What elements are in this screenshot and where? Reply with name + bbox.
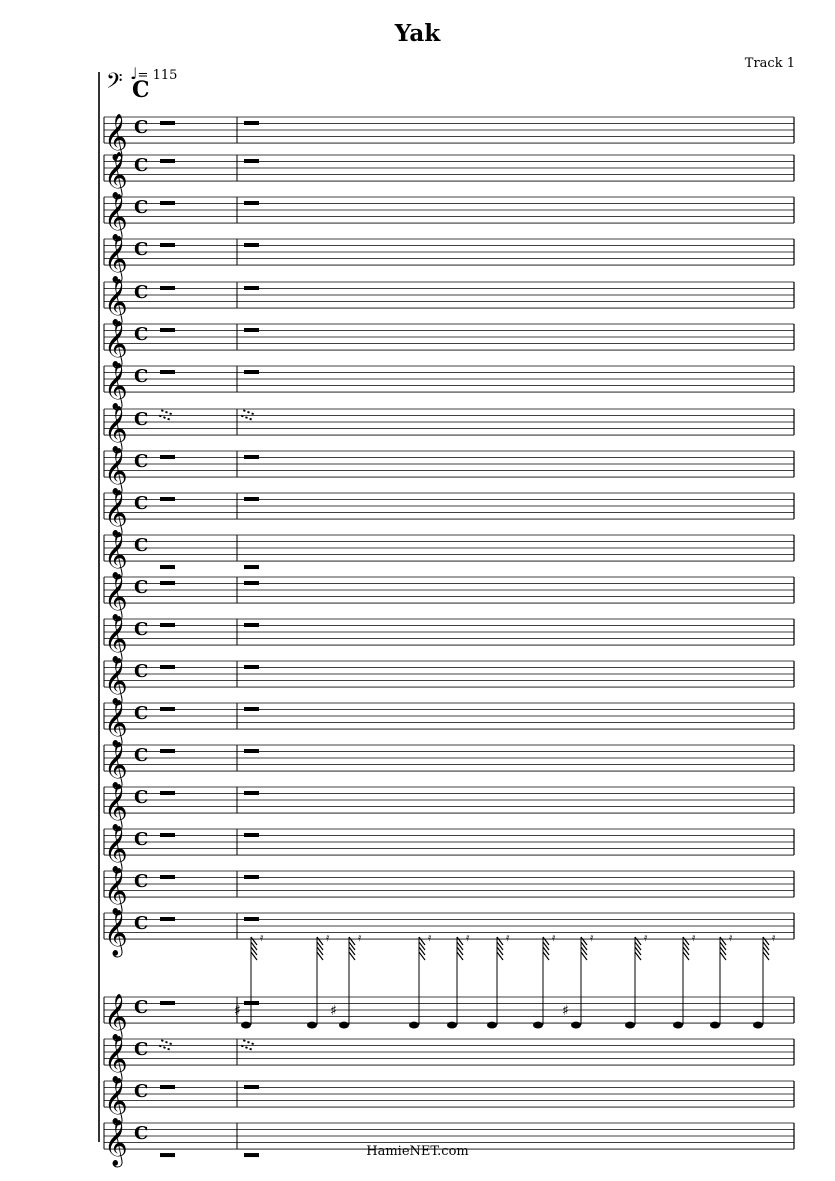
- half-rest-icon: [160, 833, 175, 837]
- treble-clef-icon: 𝄞: [104, 152, 128, 199]
- half-rest-icon: [244, 159, 259, 163]
- time-signature: C: [134, 1039, 149, 1060]
- treble-clef-icon: 𝄞: [104, 321, 128, 368]
- time-signature: C: [134, 577, 149, 598]
- time-signature: C: [134, 239, 149, 260]
- half-rest-icon: [244, 201, 259, 205]
- time-signature: C: [134, 619, 149, 640]
- time-signature: C: [134, 197, 149, 218]
- half-rest-icon: [244, 121, 259, 125]
- half-rest-icon: [160, 581, 175, 585]
- time-signature: C: [134, 155, 149, 176]
- note-head: [307, 1022, 317, 1029]
- rest-icon: 𝄿: [358, 931, 362, 944]
- quarter-note-icon: ♩: [130, 64, 138, 83]
- treble-clef-icon: 𝄞: [104, 616, 128, 663]
- note-head: [533, 1022, 543, 1029]
- half-rest-icon: [244, 875, 259, 879]
- half-rest-icon: [244, 370, 259, 374]
- time-signature: C: [134, 703, 149, 724]
- sharp-icon: ♯: [562, 1003, 569, 1020]
- treble-clef-icon: 𝄞: [104, 784, 128, 831]
- time-signature: C: [134, 366, 149, 387]
- time-signature: C: [134, 493, 149, 514]
- time-signature: C: [134, 913, 149, 934]
- half-rest-icon: [244, 286, 259, 290]
- half-rest-icon: [160, 201, 175, 205]
- footer-credit: HamieNET.com: [366, 1144, 469, 1159]
- half-rest-icon: [160, 328, 175, 332]
- treble-clef-icon: 𝄞: [104, 742, 128, 789]
- treble-clef-icon: 𝄞: [104, 910, 128, 957]
- time-signature: C: [134, 661, 149, 682]
- half-rest-icon: [244, 455, 259, 459]
- tempo-value: = 115: [137, 68, 178, 83]
- note-head: [409, 1022, 419, 1029]
- treble-clef-icon: 𝄞: [104, 363, 128, 410]
- note-head: [447, 1022, 457, 1029]
- half-rest-icon: [160, 565, 175, 569]
- half-rest-icon: [244, 1085, 259, 1089]
- time-signature: C: [134, 535, 149, 556]
- treble-clef-icon: 𝄞: [104, 406, 128, 453]
- rest-icon: 𝄿: [729, 931, 733, 944]
- half-rest-icon: [160, 623, 175, 627]
- half-rest-icon: [160, 455, 175, 459]
- rest-icon: 𝄿: [644, 931, 648, 944]
- treble-clef-icon: 𝄞: [104, 114, 128, 161]
- note-head: [339, 1022, 349, 1029]
- note-head: [625, 1022, 635, 1029]
- time-signature: C: [132, 77, 150, 103]
- page-title: Yak: [394, 20, 441, 47]
- time-signature: C: [134, 117, 149, 138]
- treble-clef-icon: 𝄞: [104, 700, 128, 747]
- time-signature: C: [134, 451, 149, 472]
- treble-clef-icon: 𝄞: [104, 236, 128, 283]
- rest-icon: 𝄿: [326, 931, 330, 944]
- half-rest-icon: [244, 497, 259, 501]
- half-rest-icon: [244, 581, 259, 585]
- rest-icon: ⁝⁝: [154, 1036, 179, 1055]
- time-signature: C: [134, 409, 149, 430]
- treble-clef-icon: 𝄞: [104, 532, 128, 579]
- half-rest-icon: [244, 833, 259, 837]
- half-rest-icon: [244, 749, 259, 753]
- time-signature: C: [134, 787, 149, 808]
- rest-icon: 𝄿: [772, 931, 776, 944]
- time-signature: C: [134, 324, 149, 345]
- note-head: [753, 1022, 763, 1029]
- rest-icon: ⁝⁝: [236, 406, 261, 425]
- time-signature: C: [134, 997, 149, 1018]
- treble-clef-icon: 𝄞: [104, 1078, 128, 1125]
- rest-icon: 𝄿: [260, 931, 264, 944]
- half-rest-icon: [160, 497, 175, 501]
- half-rest-icon: [160, 286, 175, 290]
- treble-clef-icon: 𝄞: [104, 574, 128, 621]
- rest-icon: 𝄿: [428, 931, 432, 944]
- rest-icon: 𝄿: [692, 931, 696, 944]
- rest-icon: ⁝⁝: [236, 1036, 261, 1055]
- treble-clef-icon: 𝄞: [104, 1120, 128, 1167]
- half-rest-icon: [160, 707, 175, 711]
- treble-clef-icon: 𝄞: [104, 994, 128, 1041]
- note-head: [710, 1022, 720, 1029]
- treble-clef-icon: 𝄞: [104, 826, 128, 873]
- half-rest-icon: [244, 243, 259, 247]
- half-rest-icon: [160, 121, 175, 125]
- rest-icon: ⁝⁝: [154, 406, 179, 425]
- treble-clef-icon: 𝄞: [104, 658, 128, 705]
- half-rest-icon: [160, 1085, 175, 1089]
- note-head: [241, 1022, 251, 1029]
- time-signature: C: [134, 871, 149, 892]
- time-signature: C: [134, 745, 149, 766]
- treble-clef-icon: 𝄞: [104, 448, 128, 495]
- half-rest-icon: [160, 791, 175, 795]
- rest-icon: 𝄿: [466, 931, 470, 944]
- time-signature: C: [134, 282, 149, 303]
- half-rest-icon: [160, 749, 175, 753]
- half-rest-icon: [160, 875, 175, 879]
- bass-clef-icon: 𝄢: [106, 69, 123, 99]
- half-rest-icon: [244, 917, 259, 921]
- half-rest-icon: [160, 159, 175, 163]
- half-rest-icon: [244, 565, 259, 569]
- treble-clef-icon: 𝄞: [104, 279, 128, 326]
- half-rest-icon: [160, 665, 175, 669]
- sharp-icon: ♯: [234, 1003, 241, 1020]
- treble-clef-icon: 𝄞: [104, 1036, 128, 1083]
- half-rest-icon: [244, 707, 259, 711]
- half-rest-icon: [160, 243, 175, 247]
- half-rest-icon: [160, 1001, 175, 1005]
- time-signature: C: [134, 1123, 149, 1144]
- rest-icon: 𝄿: [506, 931, 510, 944]
- half-rest-icon: [160, 370, 175, 374]
- sharp-icon: ♯: [330, 1003, 337, 1020]
- rest-icon: 𝄿: [552, 931, 556, 944]
- treble-clef-icon: 𝄞: [104, 194, 128, 241]
- rest-icon: 𝄿: [590, 931, 594, 944]
- half-rest-icon: [244, 328, 259, 332]
- track-label: Track 1: [744, 56, 795, 71]
- treble-clef-icon: 𝄞: [104, 490, 128, 537]
- treble-clef-icon: 𝄞: [104, 868, 128, 915]
- half-rest-icon: [244, 791, 259, 795]
- time-signature: C: [134, 829, 149, 850]
- note-head: [487, 1022, 497, 1029]
- note-head: [673, 1022, 683, 1029]
- time-signature: C: [134, 1081, 149, 1102]
- half-rest-icon: [244, 623, 259, 627]
- note-head: [571, 1022, 581, 1029]
- half-rest-icon: [244, 665, 259, 669]
- half-rest-icon: [160, 917, 175, 921]
